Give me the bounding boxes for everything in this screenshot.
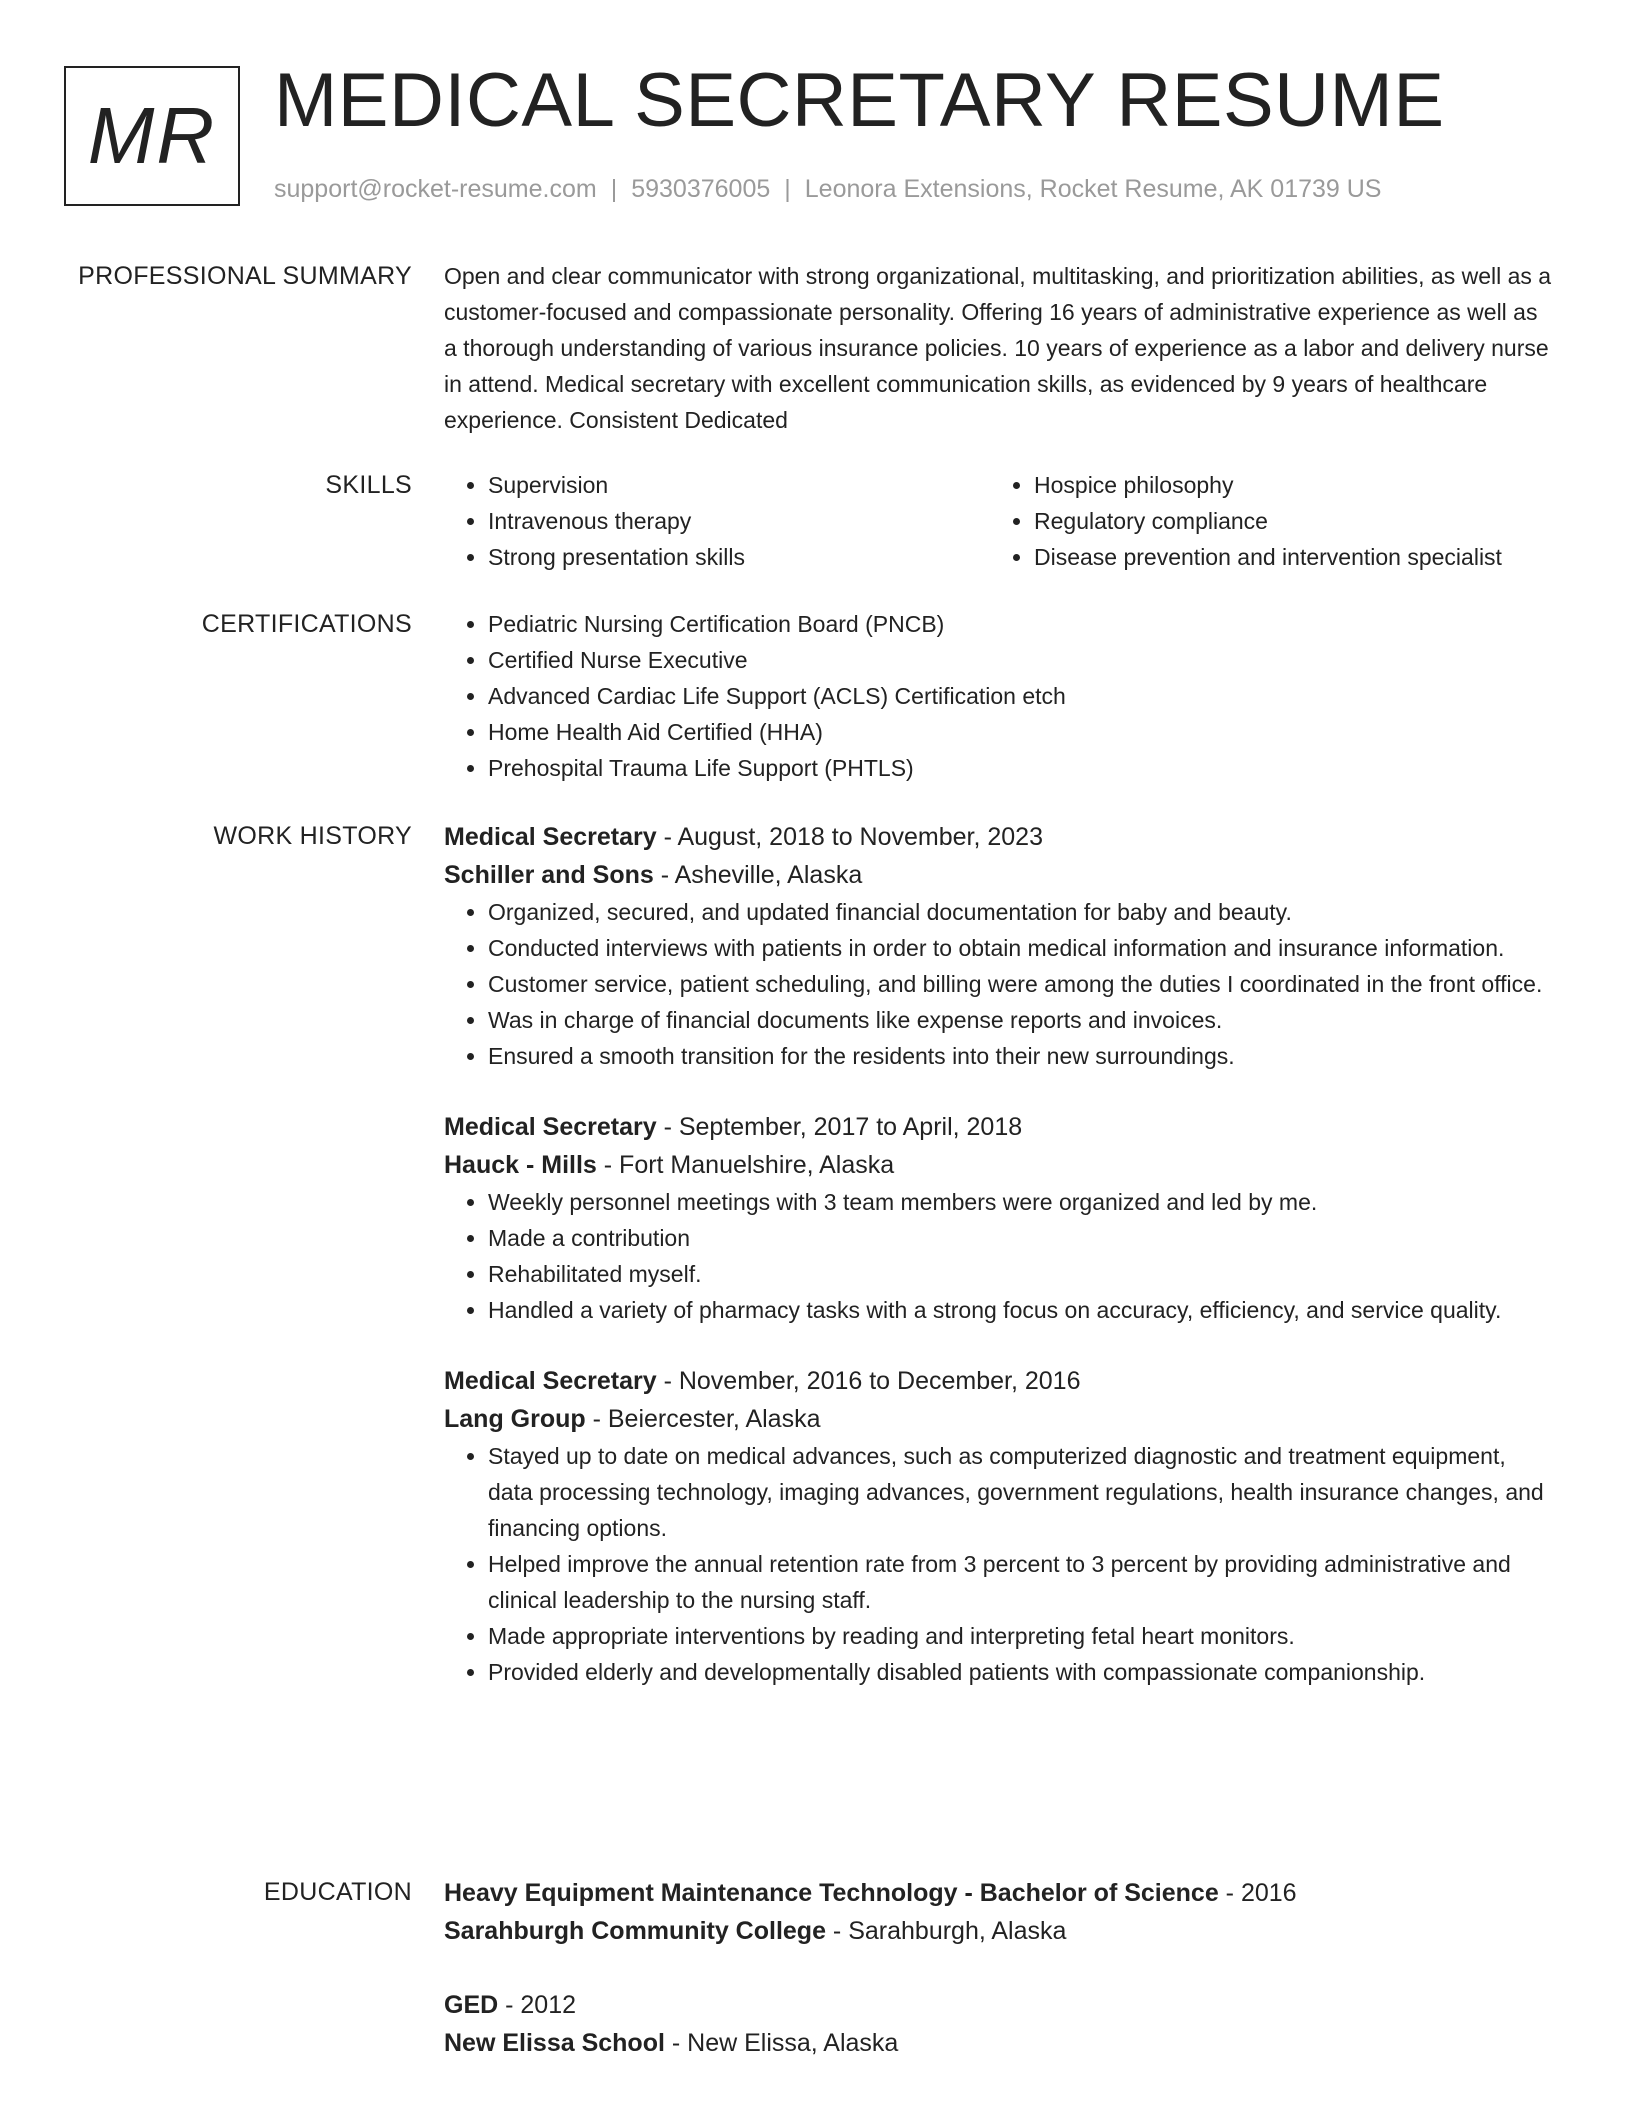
job-entry (444, 818, 1556, 1074)
job-title: Medical Secretary (444, 823, 657, 851)
education-school-line (444, 2024, 1556, 2062)
summary-heading: PROFESSIONAL SUMMARY (78, 262, 412, 290)
job-company: Hauck - Mills (444, 1151, 597, 1179)
education-year: - 2012 (498, 1991, 577, 2019)
job-bullet: • Helped improve the annual retention rate from 3 percent to 3 percent by providing administrative and clinical leadership to the nursing staff. (488, 1546, 1556, 1618)
certification-item: • Home Health Aid Certified (HHA) (488, 714, 1556, 750)
certifications-heading: CERTIFICATIONS (201, 610, 412, 638)
contact-line (274, 172, 1382, 206)
job-bullet: • Organized, secured, and updated financial documentation for baby and beauty. (488, 894, 1556, 930)
contact-email[interactable]: support@rocket-resume.com (274, 175, 597, 203)
certification-item: • Certified Nurse Executive (488, 642, 1556, 678)
skills-list-left (444, 467, 990, 575)
monogram-initials: MR (87, 91, 217, 180)
education-degree-line (444, 1874, 1556, 1912)
certification-item: • Pediatric Nursing Certification Board (PNCB) (488, 606, 1556, 642)
education-heading: EDUCATION (263, 1878, 412, 1906)
monogram-box (64, 66, 240, 206)
job-bullet: • Conducted interviews with patients in order to obtain medical information and insurance information. (488, 930, 1556, 966)
job-company-line (444, 1400, 1556, 1438)
job-bullets (444, 1438, 1556, 1690)
job-title-line (444, 1362, 1556, 1400)
job-bullet: • Weekly personnel meetings with 3 team members were organized and led by me. (488, 1184, 1556, 1220)
education-entry (444, 1986, 1556, 2062)
job-bullet: • Handled a variety of pharmacy tasks with a strong focus on accuracy, efficiency, and service quality. (488, 1292, 1556, 1328)
job-bullet: • Customer service, patient scheduling, and billing were among the duties I coordinated in the front office. (488, 966, 1556, 1002)
job-company-line (444, 1146, 1556, 1184)
contact-separator: | (610, 175, 618, 203)
job-bullet: • Provided elderly and developmentally disabled patients with compassionate companionship. (488, 1654, 1556, 1690)
job-bullets (444, 1184, 1556, 1328)
education-degree: GED (444, 1991, 499, 2019)
certifications-list (444, 606, 1556, 786)
job-entry (444, 1108, 1556, 1328)
job-bullet: • Made appropriate interventions by reading and interpreting fetal heart monitors. (488, 1618, 1556, 1654)
work-history-heading: WORK HISTORY (213, 822, 412, 850)
contact-address: Leonora Extensions, Rocket Resume, AK 01739 US (804, 175, 1382, 203)
job-bullets (444, 894, 1556, 1074)
contact-phone[interactable]: 5930376005 (631, 175, 771, 203)
certification-item: • Advanced Cardiac Life Support (ACLS) Certification etch (488, 678, 1556, 714)
education-location: - Sarahburgh, Alaska (825, 1917, 1067, 1945)
job-company: Lang Group (444, 1405, 586, 1433)
resume-title: MEDICAL SECRETARY RESUME (274, 58, 1445, 143)
job-dates: - November, 2016 to December, 2016 (656, 1367, 1081, 1395)
skills-heading: SKILLS (325, 471, 412, 499)
job-title-line (444, 818, 1556, 856)
job-dates: - September, 2017 to April, 2018 (656, 1113, 1023, 1141)
job-location: - Asheville, Alaska (653, 861, 863, 889)
skill-item: • Supervision (488, 467, 990, 503)
education-school-line (444, 1912, 1556, 1950)
education-location: - New Elissa, Alaska (664, 2029, 899, 2057)
skill-item: • Intravenous therapy (488, 503, 990, 539)
job-title-line (444, 1108, 1556, 1146)
summary-text: Open and clear communicator with strong organizational, multitasking, and prioritization abilities, as well as a customer-focused and compassionate personality. Offering 16 years of administrative experience as well as a thorough understanding of various insurance policies. 10 years of experience as a labor and delivery nurse in attend. Medical secretary with excellent communication skills, as evidenced by 9 years of healthcare experience. Consistent Dedicated (444, 263, 1552, 433)
job-title: Medical Secretary (444, 1113, 657, 1141)
job-bullet: • Ensured a smooth transition for the residents into their new surroundings. (488, 1038, 1556, 1074)
contact-separator: | (784, 175, 791, 203)
education-school: Sarahburgh Community College (444, 1917, 826, 1945)
education-year: - 2016 (1218, 1879, 1297, 1907)
skill-item: • Disease prevention and intervention specialist (1034, 539, 1556, 575)
job-location: - Beiercester, Alaska (585, 1405, 821, 1433)
education-school: New Elissa School (444, 2029, 665, 2057)
job-bullet: • Stayed up to date on medical advances, such as computerized diagnostic and treatment equipment, data processing technology, imaging advances, government regulations, health insurance changes, and financing options. (488, 1438, 1556, 1546)
skill-item: • Regulatory compliance (1034, 503, 1556, 539)
certification-item: • Prehospital Trauma Life Support (PHTLS) (488, 750, 1556, 786)
job-bullet: • Rehabilitated myself. (488, 1256, 1556, 1292)
job-company-line (444, 856, 1556, 894)
skills-list-right (990, 467, 1556, 575)
job-title: Medical Secretary (444, 1367, 657, 1395)
job-location: - Fort Manuelshire, Alaska (596, 1151, 895, 1179)
skill-item: • Hospice philosophy (1034, 467, 1556, 503)
job-bullet: • Was in charge of financial documents like expense reports and invoices. (488, 1002, 1556, 1038)
job-entry (444, 1362, 1556, 1690)
job-bullet: • Made a contribution (488, 1220, 1556, 1256)
education-degree: Heavy Equipment Maintenance Technology - Bachelor of Science (444, 1879, 1219, 1907)
skill-item: • Strong presentation skills (488, 539, 990, 575)
job-dates: - August, 2018 to November, 2023 (656, 823, 1043, 851)
job-company: Schiller and Sons (444, 861, 654, 889)
education-entry (444, 1874, 1556, 1950)
education-degree-line (444, 1986, 1556, 2024)
